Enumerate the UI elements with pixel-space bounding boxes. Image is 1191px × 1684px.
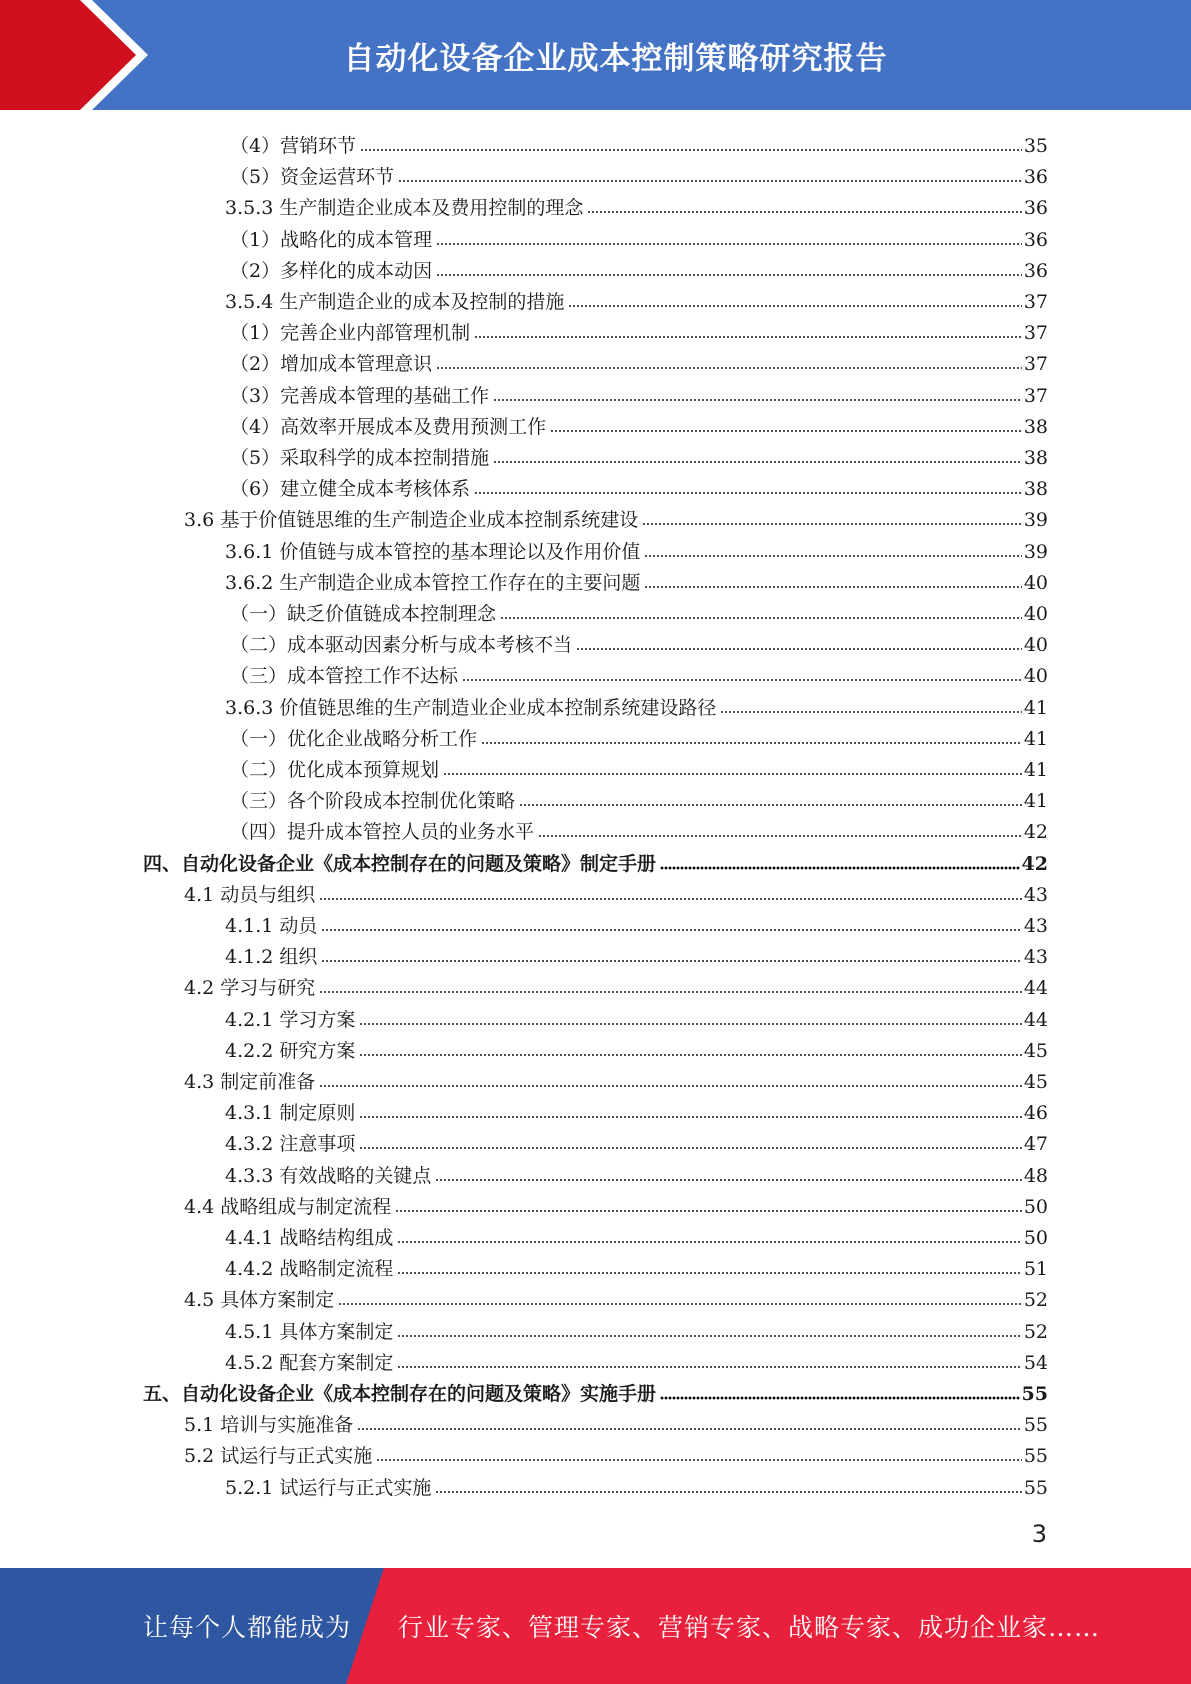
toc-entry[interactable] [225,1032,1048,1063]
toc-entry-page: 48 [1023,1164,1048,1187]
toc-entry-page: 36 [1023,259,1048,282]
toc-entry-label: 4.1 动员与组织 [184,883,316,906]
toc-entry[interactable] [225,1157,1048,1188]
toc-entry-label: 4.1.1 动员 [225,915,318,937]
toc-leader-dots [397,1364,1021,1370]
toc-entry[interactable] [230,345,1048,376]
toc-entry-label: 3.6 基于价值链思维的生产制造企业成本控制系统建设 [184,509,639,532]
toc-entry-page: 47 [1023,1133,1048,1156]
toc-leader-dots [481,740,1022,746]
toc-entry[interactable] [230,813,1048,844]
toc-entry-page: 37 [1023,322,1048,345]
toc-entry-label: 5.1 培训与实施准备 [184,1414,354,1437]
toc-entry[interactable] [225,189,1048,220]
footer-left-text: 让每个人都能成为 [143,1613,352,1642]
toc-entry-label: 4.4.1 战略结构组成 [225,1227,394,1249]
toc-entry[interactable] [230,782,1048,813]
toc-entry-label: 3.6.1 价值链与成本管控的基本理论以及作用价值 [225,540,641,563]
toc-leader-dots [397,1270,1021,1276]
toc-leader-dots [338,1301,1022,1307]
toc-entry[interactable] [230,439,1048,470]
toc-entry-page: 46 [1023,1102,1048,1125]
toc-entry[interactable] [230,751,1048,782]
toc-entry-label: 4.3.1 制定原则 [225,1102,356,1125]
toc-leader-dots [398,178,1022,184]
toc-leader-dots [462,677,1022,683]
toc-entry-label: 4.2.2 研究方案 [225,1039,356,1062]
toc-entry-page: 54 [1023,1351,1048,1374]
header-title: 自动化设备企业成本控制策略研究报告 [343,40,888,77]
toc-leader-dots [319,1083,1022,1089]
toc-leader-dots [550,428,1022,434]
toc-leader-dots [493,397,1022,403]
toc-entry-page: 45 [1023,1039,1048,1062]
toc-entry[interactable] [225,689,1048,720]
toc-entry-page: 37 [1023,384,1048,407]
toc-entry[interactable] [184,969,1048,1000]
toc-entry-page: 45 [1023,1071,1048,1093]
toc-entry[interactable] [225,938,1048,969]
toc-leader-dots [720,709,1021,715]
toc-entry-label: 5.2 试运行与正式实施 [184,1445,373,1468]
toc-entry-label: （一）优化企业战略分析工作 [230,727,478,750]
toc-entry-page: 51 [1023,1258,1048,1281]
toc-entry-label: 四、自动化设备企业《成本控制存在的问题及策略》制定手册 [143,852,657,875]
toc-leader-dots [359,1052,1021,1058]
toc-entry[interactable] [225,1001,1048,1032]
toc-entry-label: （三）成本管控工作不达标 [230,665,459,688]
toc-entry-label: 4.5.1 具体方案制定 [225,1320,394,1343]
toc-entry-page: 36 [1023,197,1048,220]
toc-entry-label: （2）多样化的成本动因 [230,259,433,282]
toc-entry-label: （四）提升成本管控人员的业务水平 [230,821,535,844]
toc-leader-dots [321,927,1021,933]
toc-leader-dots [642,521,1022,527]
toc-entry-page: 41 [1023,790,1048,813]
toc-entry[interactable] [225,1313,1048,1344]
toc-leader-dots [397,1333,1021,1339]
toc-entry[interactable] [230,252,1048,283]
toc-leader-dots [436,241,1022,247]
toc-leader-dots [376,1457,1022,1463]
toc-entry-page: 55 [1021,1383,1048,1405]
page-header [0,0,1191,110]
toc-entry[interactable] [230,127,1048,158]
toc-entry[interactable] [230,657,1048,688]
page-footer [0,1568,1191,1684]
toc-entry[interactable] [184,1406,1048,1437]
toc-leader-dots [443,771,1022,777]
toc-entry-label: （4）高效率开展成本及费用预测工作 [230,415,547,438]
toc-entry[interactable] [225,1250,1048,1281]
toc-entry-page: 35 [1023,135,1048,157]
toc-entry-label: 3.5.4 生产制造企业的成本及控制的措施 [225,291,565,313]
toc-leader-dots [538,833,1022,839]
toc-entry-label: 4.4.2 战略制定流程 [225,1258,394,1281]
toc-entry-label: （3）完善成本管理的基础工作 [230,384,490,407]
footer-right-text: 行业专家、管理专家、营销专家、战略专家、成功企业家…… [398,1613,1101,1642]
toc-leader-dots [587,209,1021,215]
toc-entry-page: 55 [1023,1476,1048,1499]
toc-entry[interactable] [225,283,1048,314]
toc-entry-label: 3.5.3 生产制造企业成本及费用控制的理念 [225,197,584,220]
toc-leader-dots [500,615,1022,621]
toc-leader-dots [319,896,1022,902]
toc-leader-dots [644,553,1021,559]
toc-entry-page: 38 [1023,415,1048,438]
toc-leader-dots [359,1145,1021,1151]
toc-leader-dots [357,1426,1022,1432]
toc-entry[interactable] [225,1094,1048,1125]
toc-entry-page: 43 [1023,915,1048,937]
toc-entry-page: 55 [1023,1414,1048,1437]
toc-entry-label: 4.5.2 配套方案制定 [225,1351,394,1374]
toc-leader-dots [395,1208,1022,1214]
toc-entry-label: 3.6.2 生产制造企业成本管控工作存在的主要问题 [225,571,641,594]
toc-entry-page: 44 [1023,1008,1048,1031]
toc-entry[interactable] [143,1375,1048,1406]
toc-entry-page: 38 [1023,478,1048,501]
toc-entry-page: 39 [1023,540,1048,563]
toc-leader-dots [474,490,1022,496]
toc-leader-dots [436,365,1022,371]
toc-leader-dots [519,802,1022,808]
toc-entry[interactable] [230,314,1048,345]
toc-entry-page: 41 [1023,759,1048,781]
toc-entry-label: 4.2 学习与研究 [184,977,316,1000]
toc-entry-page: 40 [1023,603,1048,625]
toc-leader-dots [660,1395,1020,1401]
toc-entry[interactable] [230,221,1048,252]
toc-entry-label: （二）优化成本预算规划 [230,759,440,781]
toc-entry-label: 3.6.3 价值链思维的生产制造业企业成本控制系统建设路径 [225,696,717,719]
toc-entry[interactable] [230,377,1048,408]
toc-entry-page: 36 [1023,166,1048,189]
toc-entry[interactable] [225,1219,1048,1250]
toc-entry-label: （三）各个阶段成本控制优化策略 [230,790,516,813]
toc-entry-page: 39 [1023,509,1048,532]
toc-leader-dots [436,272,1022,278]
toc-entry-page: 52 [1023,1289,1048,1312]
toc-entry[interactable] [225,564,1048,595]
toc-leader-dots [576,646,1022,652]
toc-entry-page: 43 [1023,883,1048,906]
toc-entry[interactable] [184,876,1048,907]
toc-entry[interactable] [184,1281,1048,1312]
toc-entry-page: 42 [1021,852,1048,875]
toc-entry-label: （二）成本驱动因素分析与成本考核不当 [230,634,573,657]
toc-leader-dots [359,1021,1021,1027]
toc-entry[interactable] [184,1437,1048,1468]
toc-entry[interactable] [225,1344,1048,1375]
toc-leader-dots [493,459,1022,465]
toc-entry-page: 50 [1023,1195,1048,1218]
toc-leader-dots [660,865,1020,871]
toc-entry-page: 40 [1023,634,1048,657]
toc-entry[interactable] [225,907,1048,938]
toc-entry-label: （5）资金运营环节 [230,166,395,189]
toc-entry-page: 41 [1023,727,1048,750]
toc-entry[interactable] [184,1188,1048,1219]
toc-entry-label: 4.3 制定前准备 [184,1071,316,1093]
toc-entry-label: （5）采取科学的成本控制措施 [230,447,490,469]
toc-leader-dots [360,147,1022,153]
page-number: 3 [1031,1520,1047,1548]
toc-leader-dots [435,1489,1021,1495]
toc-entry[interactable] [230,408,1048,439]
toc-entry-label: 五、自动化设备企业《成本控制存在的问题及策略》实施手册 [143,1383,657,1405]
toc-leader-dots [568,303,1021,309]
toc-entry[interactable] [225,1469,1048,1500]
toc-leader-dots [397,1239,1021,1245]
toc-leader-dots [359,1114,1021,1120]
toc-entry-page: 41 [1023,696,1048,719]
toc-entry[interactable] [143,845,1048,876]
toc-entry-label: （4）营销环节 [230,135,357,157]
toc-entry-page: 38 [1023,447,1048,469]
toc-entry-label: 4.1.2 组织 [225,946,318,969]
toc-entry-page: 43 [1023,946,1048,969]
toc-entry-label: （1）战略化的成本管理 [230,228,433,251]
toc-entry-label: 5.2.1 试运行与正式实施 [225,1476,432,1499]
toc-leader-dots [321,958,1021,964]
toc-leader-dots [644,584,1021,590]
toc-entry[interactable] [225,1125,1048,1156]
toc-entry-page: 36 [1023,228,1048,251]
toc-leader-dots [319,989,1022,995]
toc-entry-label: 4.3.2 注意事项 [225,1133,356,1156]
toc-entry-label: 4.3.3 有效战略的关键点 [225,1164,432,1187]
toc-entry-page: 44 [1023,977,1048,1000]
toc-entry-label: （1）完善企业内部管理机制 [230,322,471,345]
toc-entry-label: （2）增加成本管理意识 [230,353,433,376]
toc-entry-page: 55 [1023,1445,1048,1468]
toc-entry[interactable] [184,501,1048,532]
toc-entry[interactable] [230,626,1048,657]
toc-entry[interactable] [225,533,1048,564]
toc-entry-label: （一）缺乏价值链成本控制理念 [230,603,497,625]
toc-leader-dots [435,1177,1021,1183]
toc-entry-page: 52 [1023,1320,1048,1343]
toc-leader-dots [474,334,1022,340]
toc-entry[interactable] [230,158,1048,189]
toc-entry[interactable] [230,470,1048,501]
toc-entry-page: 40 [1023,665,1048,688]
toc-entry-page: 37 [1023,353,1048,376]
toc-entry-label: 4.2.1 学习方案 [225,1008,356,1031]
toc-entry[interactable] [230,595,1048,626]
toc-entry-label: （6）建立健全成本考核体系 [230,478,471,501]
toc-entry-page: 50 [1023,1227,1048,1249]
toc-entry-page: 40 [1023,571,1048,594]
toc-entry[interactable] [230,720,1048,751]
toc-entry-label: 4.5 具体方案制定 [184,1289,335,1312]
toc-entry[interactable] [184,1063,1048,1094]
toc-entry-label: 4.4 战略组成与制定流程 [184,1195,392,1218]
toc-entry-page: 42 [1023,821,1048,844]
toc-entry-page: 37 [1023,291,1048,313]
